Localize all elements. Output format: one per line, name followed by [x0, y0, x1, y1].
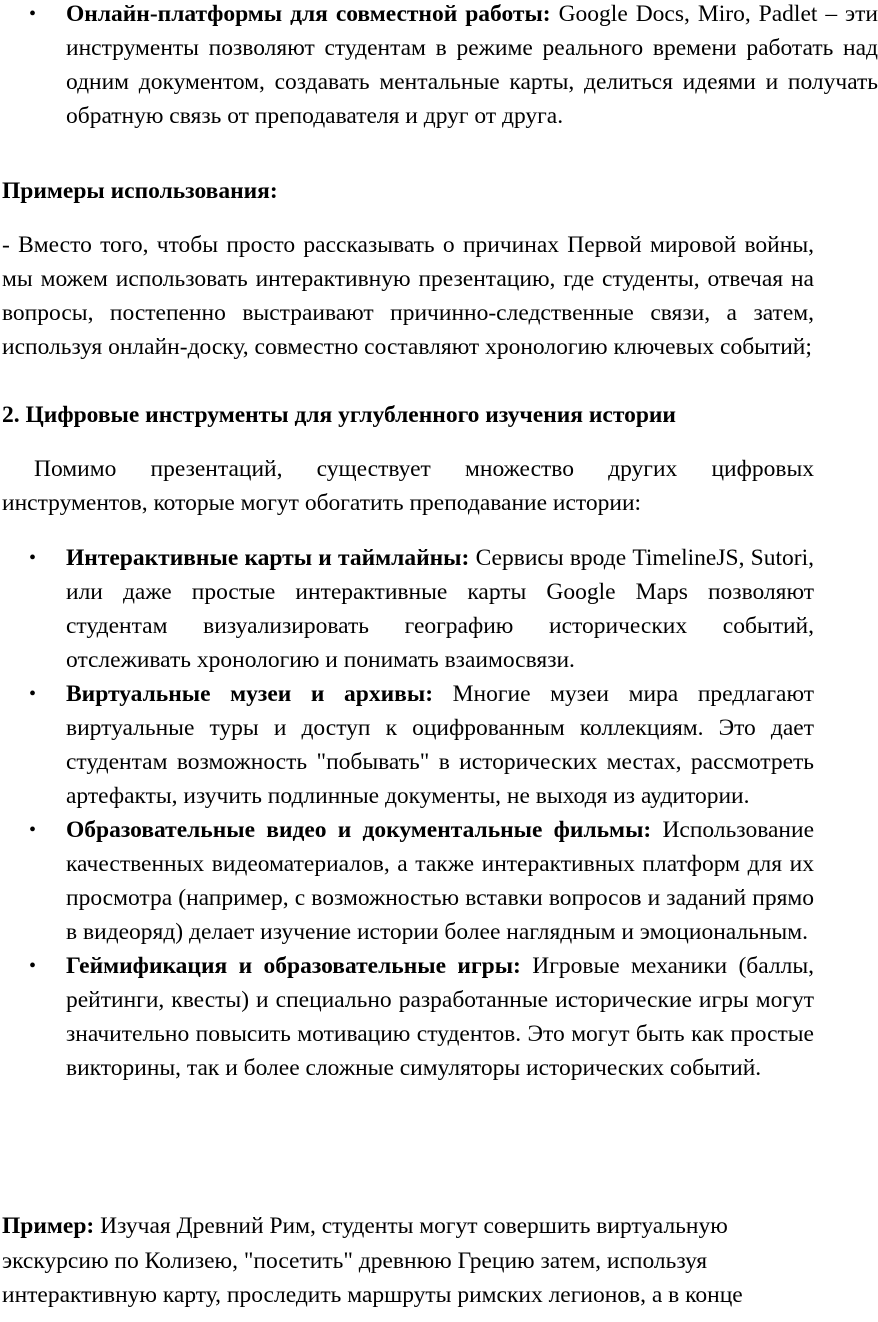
list-item-maps-timelines	[2, 541, 814, 677]
bullet-icon: •	[29, 955, 37, 977]
list-item-educational-videos	[2, 813, 814, 949]
list-item-collaboration-platforms	[2, 0, 878, 133]
list-item-text: Многие музеи мира предлагают виртуальные туры и доступ к оцифрованным коллекциям. Это дает студентам возможность "побывать" в исторических местах, рассмотреть артефакты, изучить подлинные документы, не выходя из аудитории.	[66, 681, 814, 809]
list-item-gamification	[2, 949, 814, 1085]
list-item-title: Образовательные видео и документальные фильмы:	[66, 817, 652, 843]
list-item-title: Геймификация и образовательные игры:	[66, 953, 521, 979]
list-item-text: Сервисы вроде TimelineJS, Sutori, или даже простые интерактивные карты Google Maps позволяют студентам визуализировать географию исторических событий, отслеживать хронологию и понимать взаимосвязи.	[66, 545, 815, 673]
example-paragraph: - Вместо того, чтобы просто рассказывать о причинах Первой мировой войны, мы можем использовать интерактивную презентацию, где студенты, отвечая на вопросы, постепенно выстраивают причинно-следственные связи, а затем, используя онлайн-доску, совместно составляют хронологию ключевых событий;	[2, 232, 814, 360]
example-paragraph-rome	[2, 1209, 802, 1313]
list-item-title: Интерактивные карты и таймлайны:	[66, 545, 470, 571]
bullet-icon: •	[29, 683, 37, 705]
examples-heading: Примеры использования:	[2, 178, 278, 204]
example-text: Изучая Древний Рим, студенты могут совершить виртуальную экскурсию по Колизею, "посетить" древнюю Грецию затем, используя интерактивную карту, проследить маршруты римских легионов, а в конце	[2, 1213, 743, 1308]
bullet-icon: •	[29, 547, 37, 569]
intro-paragraph: Помимо презентаций, существует множество других цифровых инструментов, которые могут обогатить преподавание истории:	[2, 456, 814, 516]
bullet-icon: •	[29, 3, 37, 25]
list-item-text: Google Docs, Miro, Padlet – эти инструменты позволяют студентам в режиме реального времени работать над одним документом, создавать ментальные карты, делиться идеями и получать обратную связь от преподавателя и друг от друга.	[66, 1, 878, 129]
section-heading: 2. Цифровые инструменты для углубленного изучения истории	[2, 402, 676, 428]
tools-list	[2, 541, 814, 1085]
list-item-text: Использование качественных видеоматериалов, а также интерактивных платформ для их просмотра (например, с возможностью вставки вопросов и заданий прямо в видеоряд) делает изучение истории более наглядным и эмоциональным.	[66, 817, 815, 945]
example-label: Пример:	[2, 1213, 95, 1239]
list-item-text: Игровые механики (баллы, рейтинги, квесты) и специально разработанные исторические игры могут значительно повысить мотивацию студентов. Это могут быть как простые викторины, так и более сложные симуляторы исторических событий.	[66, 953, 814, 1081]
list-item-virtual-museums	[2, 677, 814, 813]
bullet-icon: •	[29, 819, 37, 841]
list-item-title: Виртуальные музеи и архивы:	[66, 681, 434, 707]
list-item-title: Онлайн-платформы для совместной работы:	[66, 1, 551, 27]
